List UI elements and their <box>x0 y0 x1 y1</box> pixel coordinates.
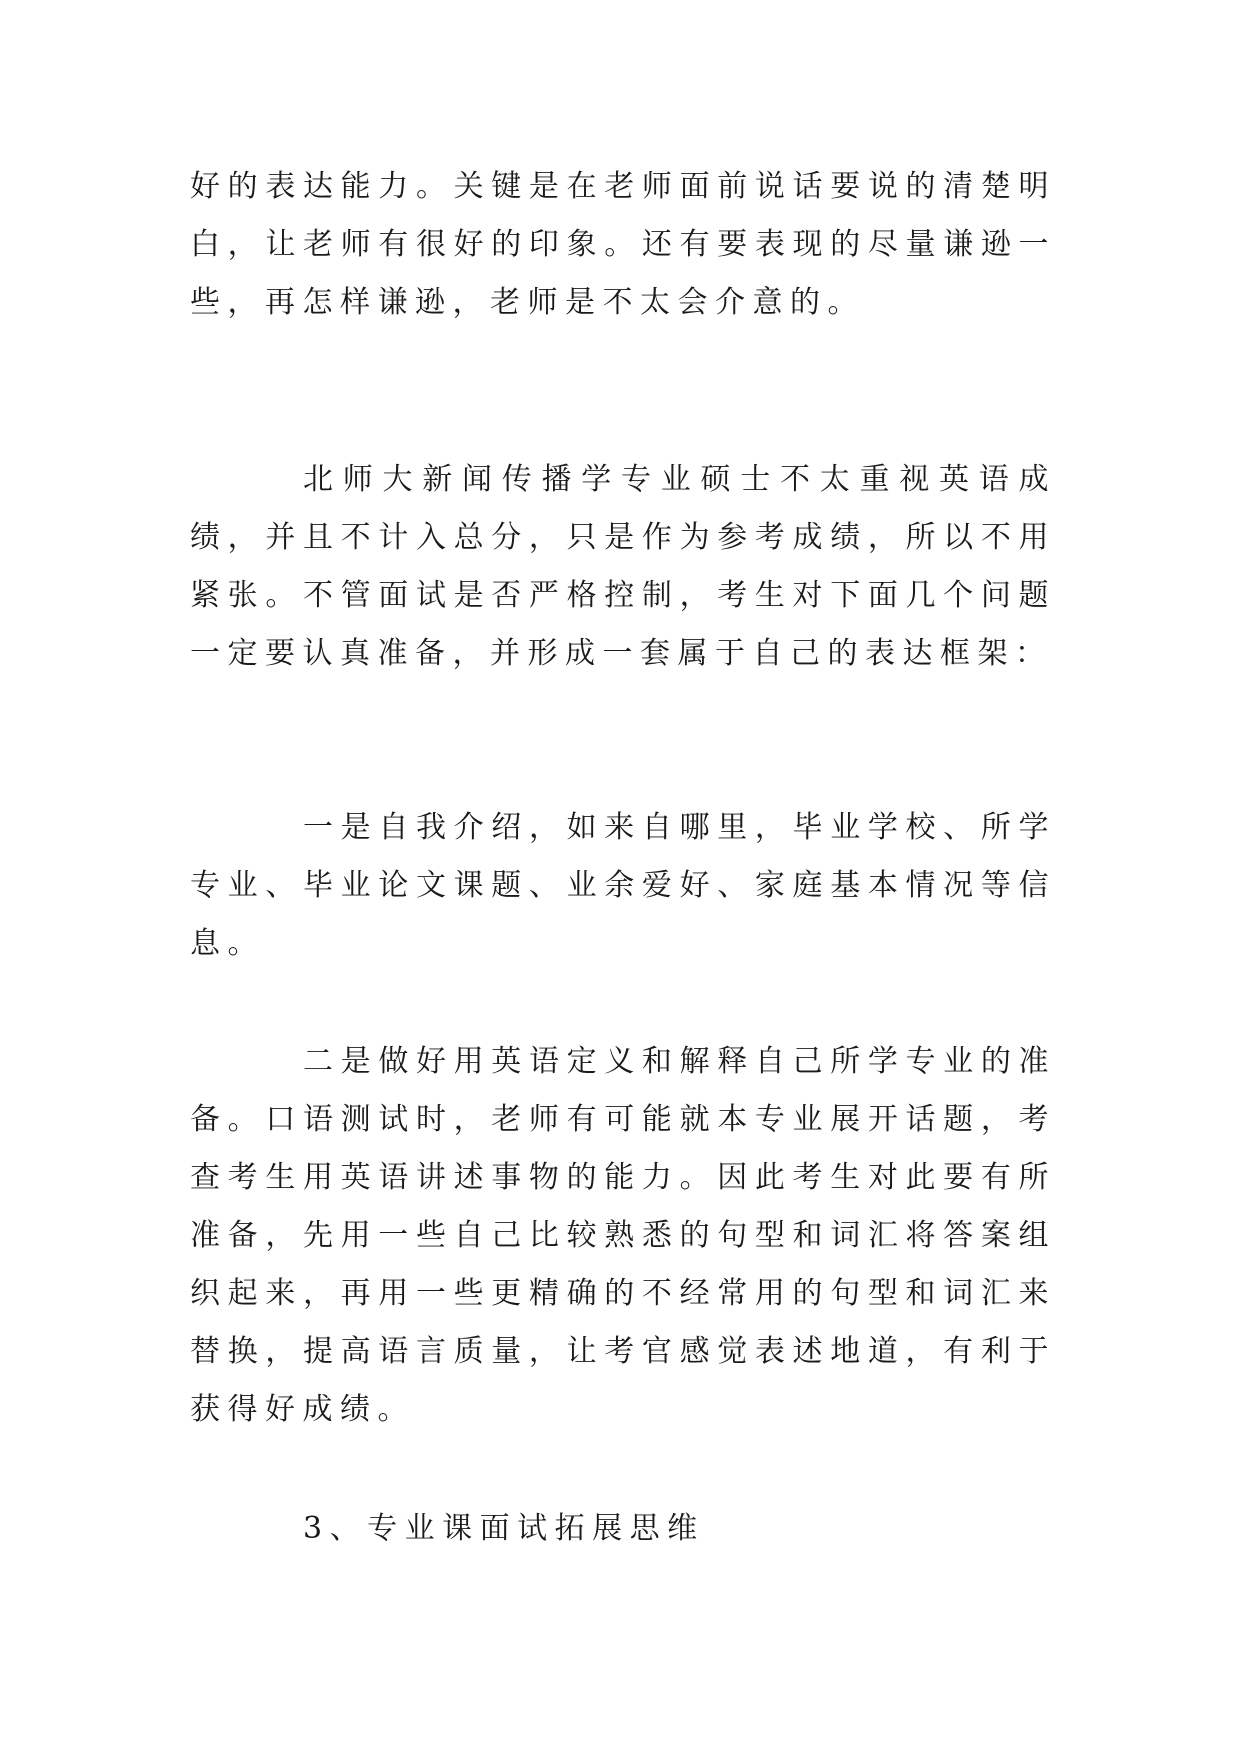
section-heading: 3、专业课面试拓展思维 <box>303 1511 705 1546</box>
paragraph-major-in-english: 二是做好用英语定义和解释自己所学专业的准备。口语测试时，老师有可能就本专业展开话题，考查考生用英语讲述事物的能力。因此考生对此要有所准备，先用一些自己比较熟悉的句型和词汇将答案组织起来，再用一些更精确的不经常用的句型和词汇来替换，提高语言质量，让考官感觉表述地道，有利于获得好成绩。 <box>190 1044 1056 1427</box>
paragraph-self-introduction: 一是自我介绍，如来自哪里，毕业学校、所学专业、毕业论文课题、业余爱好、家庭基本情况等信息。 <box>190 810 1056 961</box>
paragraph-english-score: 北师大新闻传播学专业硕士不太重视英语成绩，并且不计入总分，只是作为参考成绩，所以不用紧张。不管面试是否严格控制，考生对下面几个问题一定要认真准备，并形成一套属于自己的表达框架： <box>190 462 1056 671</box>
paragraph-expression-ability: 好的表达能力。关键是在老师面前说话要说的清楚明白，让老师有很好的印象。还有要表现的尽量谦逊一些，再怎样谦逊，老师是不太会介意的。 <box>190 169 1056 320</box>
